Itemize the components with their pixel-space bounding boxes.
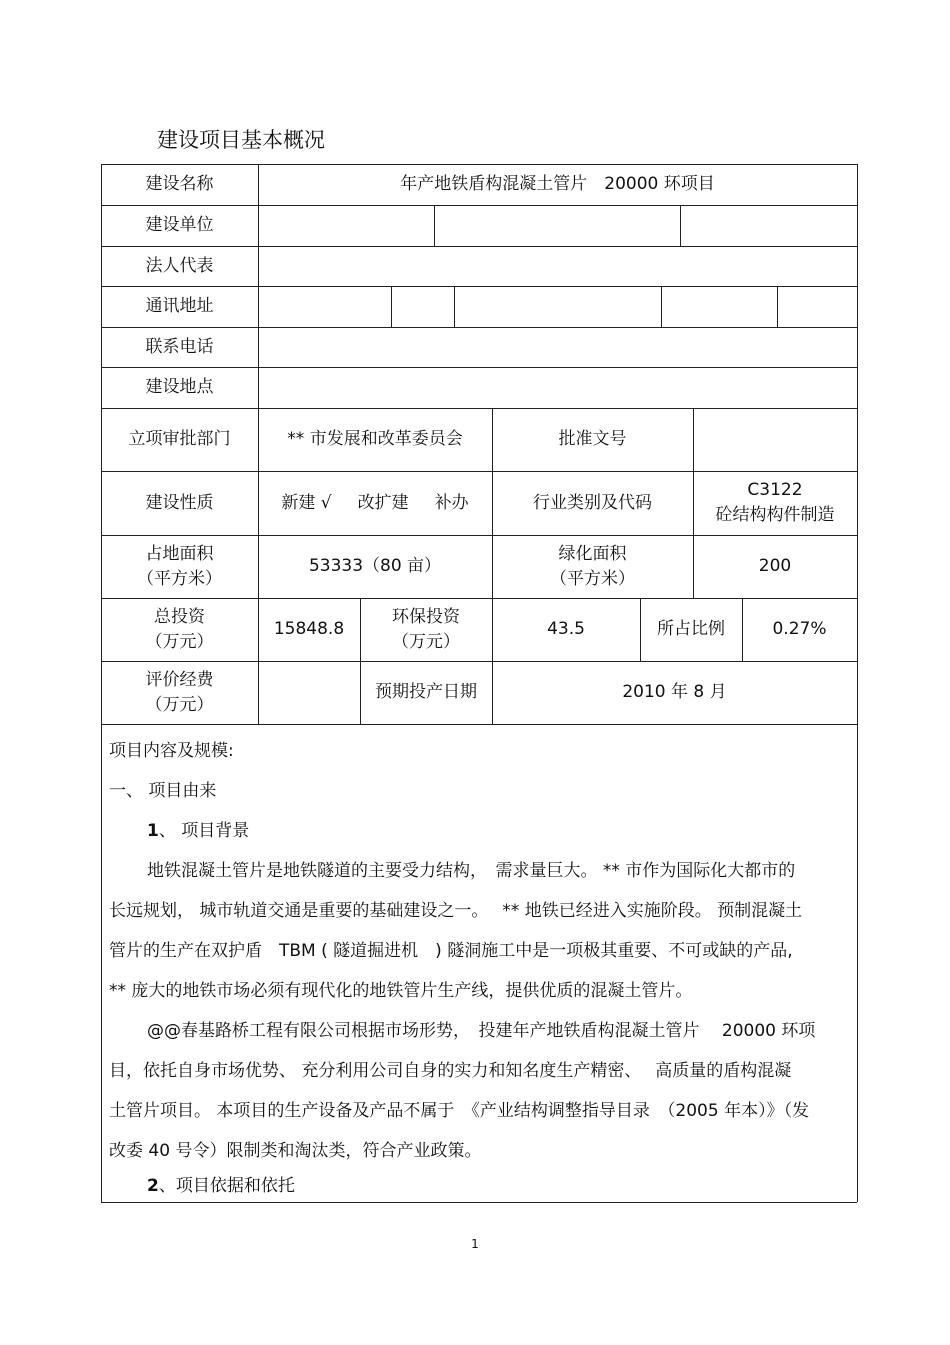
land-area-label-line1: 占地面积 [145,543,214,564]
expected-date-value: 2010 年 8 月 [622,682,727,702]
phone-label: 联系电话 [145,336,214,357]
green-area-label-line2: （平方米） [550,568,635,589]
green-area-label-line1: 绿化面积 [558,543,627,564]
expected-date-label: 预期投产日期 [375,682,477,702]
eval-fee-label-line1: 评价经费 [145,669,214,690]
nature-label: 建设性质 [145,492,214,513]
nature-option-supplement: 补办 [434,492,469,513]
section-heading-1: 一、 项目由来 [109,781,217,801]
legal-rep-label: 法人代表 [145,255,214,276]
project-overview-table [101,164,857,1202]
paragraph-2-line-2: 目，依托自身市场优势、 充分利用公司自身的实力和知名度生产精密、 高质量的盾构混凝 [109,1061,792,1081]
green-area-label [492,535,693,598]
eval-fee-label [101,661,258,724]
scope-heading: 项目内容及规模: [109,741,234,761]
land-area-label [101,535,258,598]
total-invest-label-line1: 总投资 [154,606,205,627]
ratio-label: 所占比例 [657,619,725,639]
approval-dept-value: ** 市发展和改革委员会 [287,429,463,449]
total-invest-value: 15848.8 [273,619,345,639]
subsection-2-number: 2 [147,1176,159,1196]
paragraph-1-line-2: 长远规划， 城市轨道交通是重要的基础建设之一。 ** 地铁已经进入实施阶段。 预制混凝土 [109,901,803,921]
env-invest-label [360,598,492,661]
subsection-heading-1 [147,811,249,851]
nature-options [258,471,492,535]
project-name-value: 年产地铁盾构混凝土管片 20000 环项目 [400,174,715,194]
page-title: 建设项目基本概况 [157,128,325,152]
paragraph-2-line-3: 土管片项目。 本项目的生产设备及产品不属于 《产业结构调整指导目录 （2005 年本）》（发 [109,1101,810,1121]
industry-label: 行业类别及代码 [533,492,652,513]
project-name-label: 建设名称 [145,174,214,194]
nature-option-new: 新建 √ [281,492,332,513]
page-number: 1 [471,1237,479,1251]
subsection-heading-2 [147,1171,295,1201]
ratio-value: 0.27% [772,619,827,639]
paragraph-1-line-1: 地铁混凝土管片是地铁隧道的主要受力结构， 需求量巨大。 ** 市作为国际化大都市的 [147,861,796,881]
nature-option-expand: 改扩建 [357,492,409,513]
env-invest-label-line1: 环保投资 [392,606,460,627]
total-invest-label-line2: （万元） [145,631,214,652]
industry-name: 砼结构构件制造 [715,505,835,525]
total-invest-label [101,598,258,661]
env-invest-label-line2: （万元） [392,631,460,652]
subsection-1-text: 、 项目背景 [158,821,250,841]
address-label: 通讯地址 [145,296,214,316]
paragraph-2-line-1: @@春基路桥工程有限公司根据市场形势， 投建年产地铁盾构混凝土管片 20000 环项 [147,1021,816,1041]
eval-fee-label-line2: （万元） [145,694,214,715]
unit-label: 建设单位 [145,215,214,235]
env-invest-value: 43.5 [547,619,585,639]
approval-no-label: 批准文号 [558,429,627,449]
subsection-2-text: 、项目依据和依托 [158,1176,295,1196]
industry-value [693,471,857,535]
industry-code: C3122 [747,480,803,500]
approval-dept-label: 立项审批部门 [128,429,231,449]
land-area-value: 53333（80 亩） [308,556,442,576]
paragraph-1-line-4: ** 庞大的地铁市场必须有现代化的地铁管片生产线，提供优质的混凝土管片。 [109,981,693,1001]
paragraph-2-line-4: 改委 40 号令）限制类和淘汰类，符合产业政策。 [109,1141,482,1161]
green-area-value: 200 [758,556,792,576]
land-area-label-line2: （平方米） [137,568,222,589]
subsection-1-number: 1 [147,821,159,841]
site-label: 建设地点 [145,377,214,397]
paragraph-1-line-3: 管片的生产在双护盾 TBM ( 隧道掘进机 ) 隧洞施工中是一项极其重要、不可或缺的产品, [109,941,793,961]
